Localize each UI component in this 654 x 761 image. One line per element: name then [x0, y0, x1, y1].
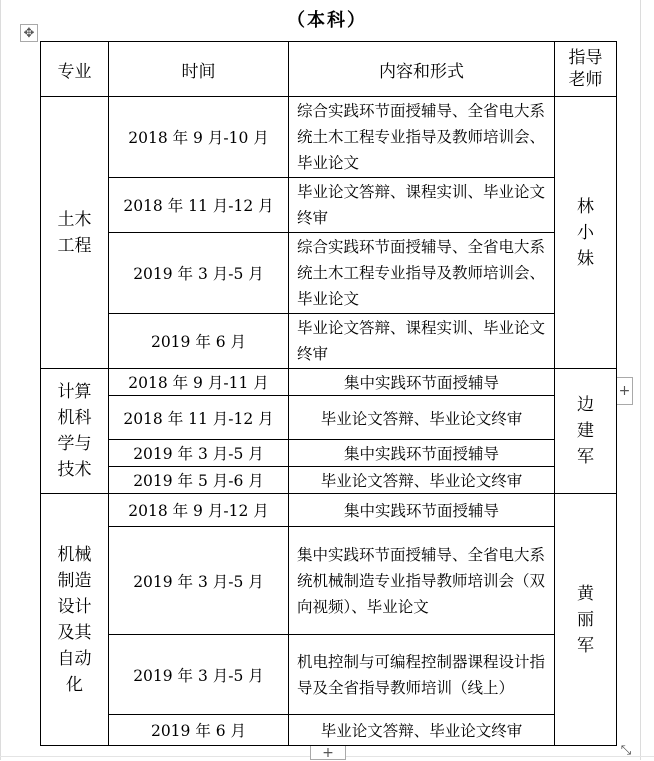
content-cell — [289, 233, 555, 314]
time-text: 2019 年 3 月-5 月 — [133, 666, 264, 685]
table-row — [41, 97, 617, 178]
time-cell — [109, 494, 289, 527]
time-cell — [109, 396, 289, 440]
content-text: 毕业论文答辩、毕业论文终审 — [320, 722, 523, 740]
header-content-label: 内容和形式 — [379, 61, 464, 82]
add-row-button[interactable]: + — [310, 745, 346, 760]
table-row — [41, 396, 617, 440]
time-text: 2018 年 11 月-12 月 — [123, 409, 274, 428]
time-text: 2019 年 5 月-6 月 — [133, 472, 264, 490]
major-cell — [41, 369, 109, 494]
table-row — [41, 467, 617, 494]
header-time-label: 时间 — [181, 61, 216, 82]
table-row — [41, 715, 617, 746]
teacher-cell — [555, 369, 617, 494]
content-text: 综合实践环节面授辅导、全省电大系统土木工程专业指导及教师培训会、毕业论文 — [297, 102, 546, 172]
content-text: 毕业论文答辩、课程实训、毕业论文终审 — [297, 183, 546, 227]
teacher-name: 林小妹 — [577, 196, 594, 269]
time-text: 2019 年 3 月-5 月 — [133, 265, 264, 283]
content-cell — [289, 715, 555, 746]
major-name: 机械制造设计及其自动化 — [57, 544, 92, 695]
table-row — [41, 369, 617, 396]
add-column-button[interactable]: + — [616, 377, 633, 405]
table-row — [41, 527, 617, 635]
table-row — [41, 635, 617, 715]
time-text: 2018 年 9 月-12 月 — [128, 502, 269, 520]
table-row — [41, 178, 617, 233]
content-text: 机电控制与可编程控制器课程设计指导及全省指导教师培训（线上） — [297, 652, 546, 697]
time-text: 2018 年 9 月-10 月 — [128, 129, 269, 147]
content-cell — [289, 527, 555, 635]
time-text: 2019 年 6 月 — [150, 722, 247, 740]
time-cell — [109, 467, 289, 494]
time-text: 2019 年 6 月 — [150, 333, 247, 351]
content-cell — [289, 440, 555, 467]
header-major — [41, 42, 109, 97]
time-cell — [109, 715, 289, 746]
header-content — [289, 42, 555, 97]
page-edge-right — [640, 0, 641, 760]
time-text: 2018 年 11 月-12 月 — [123, 197, 274, 215]
document-title: （本科） — [287, 10, 367, 31]
content-text: 毕业论文答辩、课程实训、毕业论文终审 — [297, 319, 546, 363]
table-resize-handle-icon[interactable]: ⤡ — [620, 742, 632, 758]
header-time — [109, 42, 289, 97]
time-cell — [109, 178, 289, 233]
content-cell — [289, 97, 555, 178]
content-cell — [289, 314, 555, 369]
teacher-cell — [555, 97, 617, 369]
time-cell — [109, 369, 289, 396]
teacher-cell — [555, 494, 617, 746]
time-cell — [109, 314, 289, 369]
page-edge-left — [0, 0, 1, 760]
time-cell — [109, 635, 289, 715]
content-text: 集中实践环节面授辅导 — [343, 502, 499, 520]
major-cell — [41, 494, 109, 746]
teacher-name: 边建军 — [577, 395, 594, 467]
major-name: 计算机科学与技术 — [57, 382, 92, 480]
content-cell — [289, 467, 555, 494]
header-teacher — [555, 42, 617, 97]
content-text: 毕业论文答辩、毕业论文终审 — [320, 409, 523, 428]
table-row — [41, 314, 617, 369]
content-text: 集中实践环节面授辅导、全省电大系统机械制造专业指导教师培训会（双向视频）、毕业论文 — [297, 545, 546, 616]
table-row — [41, 494, 617, 527]
schedule-table — [40, 41, 617, 746]
major-name: 土木工程 — [57, 209, 92, 256]
content-text: 集中实践环节面授辅导 — [343, 374, 499, 392]
header-major-label: 专业 — [57, 61, 92, 82]
content-text: 综合实践环节面授辅导、全省电大系统土木工程专业指导及教师培训会、毕业论文 — [297, 238, 546, 308]
time-cell — [109, 233, 289, 314]
time-cell — [109, 527, 289, 635]
time-text: 2018 年 9 月-11 月 — [128, 374, 269, 392]
content-text: 集中实践环节面授辅导 — [343, 445, 499, 463]
header-teacher-label: 指导老师 — [568, 48, 603, 90]
table-move-handle-icon[interactable]: ✥ — [20, 24, 38, 42]
content-cell — [289, 369, 555, 396]
content-cell — [289, 635, 555, 715]
time-text: 2019 年 3 月-5 月 — [133, 572, 264, 591]
major-cell — [41, 97, 109, 369]
table-row — [41, 440, 617, 467]
content-cell — [289, 178, 555, 233]
time-cell — [109, 440, 289, 467]
time-cell — [109, 97, 289, 178]
content-cell — [289, 494, 555, 527]
header-row — [41, 42, 617, 97]
table-row — [41, 233, 617, 314]
content-text: 毕业论文答辩、毕业论文终审 — [320, 472, 523, 490]
teacher-name: 黄丽军 — [577, 583, 594, 656]
content-cell — [289, 396, 555, 440]
time-text: 2019 年 3 月-5 月 — [133, 445, 264, 463]
